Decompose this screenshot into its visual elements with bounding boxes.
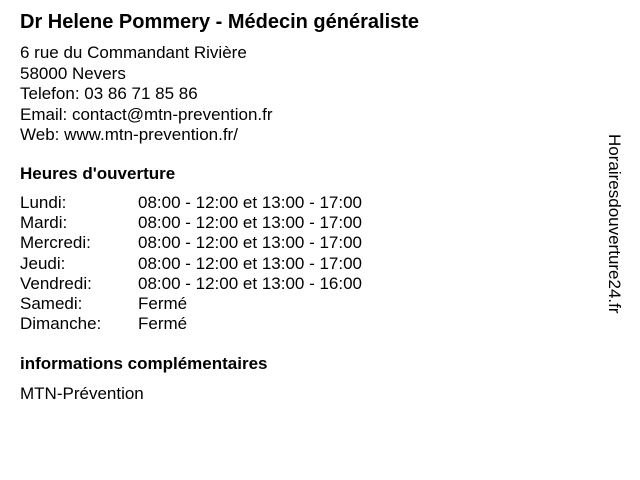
page-title: Dr Helene Pommery - Médecin généraliste	[20, 11, 420, 33]
hours-row-saturday	[20, 294, 362, 314]
email-line: Email: contact@mtn-prevention.fr	[20, 104, 273, 124]
day-label: Jeudi:	[20, 253, 66, 273]
phone-line: Telefon: 03 86 71 85 86	[20, 84, 198, 103]
time-value: Fermé	[138, 314, 188, 334]
time-value: 08:00 - 12:00 et 13:00 - 16:00	[138, 273, 363, 293]
time-value: 08:00 - 12:00 et 13:00 - 17:00	[138, 253, 363, 273]
site-watermark: Horairesdouverture24.fr	[605, 134, 624, 314]
street-address: 6 rue du Commandant Rivière	[20, 43, 247, 62]
hours-row-wednesday	[20, 233, 362, 253]
hours-row-tuesday	[20, 213, 362, 233]
hours-table	[20, 193, 362, 334]
info-heading: informations complémentaires	[20, 354, 268, 373]
hours-row-monday	[20, 193, 362, 213]
hours-row-sunday	[20, 314, 362, 334]
day-label: Samedi:	[20, 293, 83, 313]
time-value: Fermé	[138, 293, 188, 313]
hours-row-friday	[20, 274, 362, 294]
hours-row-thursday	[20, 254, 362, 274]
day-label: Mercredi:	[20, 233, 91, 253]
day-label: Mardi:	[20, 213, 68, 233]
time-value: 08:00 - 12:00 et 13:00 - 17:00	[138, 213, 363, 233]
time-value: 08:00 - 12:00 et 13:00 - 17:00	[138, 193, 363, 212]
info-text: MTN-Prévention	[20, 384, 144, 403]
day-label: Dimanche:	[20, 314, 102, 334]
address-block	[20, 43, 273, 146]
time-value: 08:00 - 12:00 et 13:00 - 17:00	[138, 233, 363, 253]
web-line: Web: www.mtn-prevention.fr/	[20, 125, 238, 144]
day-label: Lundi:	[20, 193, 67, 212]
day-label: Vendredi:	[20, 273, 92, 293]
hours-heading: Heures d'ouverture	[20, 164, 176, 183]
city-address: 58000 Nevers	[20, 63, 126, 83]
